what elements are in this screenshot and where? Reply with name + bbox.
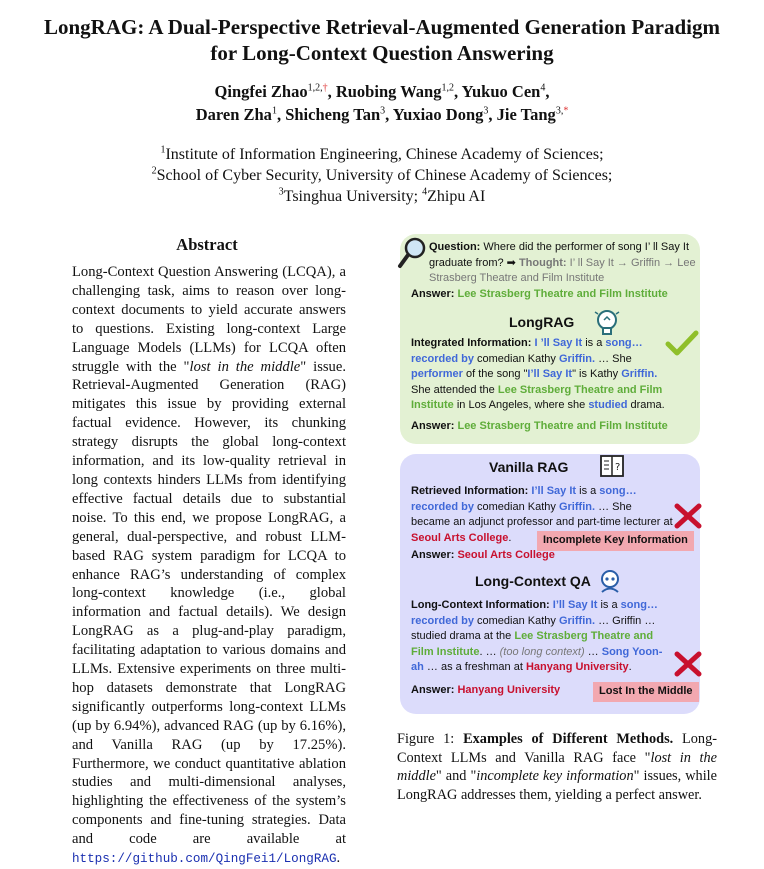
book-icon [599, 454, 625, 478]
cross-icon [673, 650, 703, 678]
longrag-title: LongRAG [509, 314, 575, 330]
vanilla-answer: Answer: Seoul Arts College [411, 549, 555, 561]
figure-1 [397, 232, 707, 722]
author-sup: 3,* [555, 105, 569, 117]
author-sup: 4 [540, 82, 546, 94]
lightbulb-icon [593, 308, 621, 338]
lcqa-title: Long-Context QA [475, 573, 591, 589]
robot-icon [597, 568, 623, 594]
figure-caption: Figure 1: Examples of Different Methods. Long-Context LLMs and Vanilla RAG face "lost in the middle" and "incomplete key information" issues, while LongRAG addresses them, yielding a perfect answer. [397, 731, 717, 804]
magnifier-icon [397, 236, 427, 270]
incomplete-info-tag: Incomplete Key Information [537, 531, 694, 551]
checkmark-icon [665, 330, 699, 358]
paper-title [0, 14, 764, 66]
title-line-2: for Long-Context Question Answering [210, 41, 554, 65]
affiliation: School of Cyber Security, University of Chinese Academy of Sciences; [156, 167, 613, 184]
longrag-answer: Answer: Lee Strasberg Theatre and Film Institute [411, 420, 668, 432]
lcqa-answer: Answer: Hanyang University [411, 684, 561, 696]
lost-in-middle-tag: Lost In the Middle [593, 682, 699, 702]
author-sup: 3 [483, 105, 489, 117]
author-name: Jie Tang [496, 105, 556, 124]
long-context-information: Long-Context Information: I’ll Say It is a song… recorded by comedian Kathy Griffin. … Griffin … studied drama at the Lee Strasberg Theatre and Film Institute. … (too long context) … Song Yoon-ah … as a freshman at Hanyang University. [411, 599, 663, 673]
vanilla-rag-title: Vanilla RAG [489, 459, 569, 475]
abstract-heading: Abstract [176, 235, 238, 254]
author-sup: 1,2 [441, 82, 454, 94]
svg-text:?: ? [615, 462, 621, 473]
affiliations: $^1$Institute of Information Engineering, Chinese Academy of Sciences; $^2$School of Cyber Security, University of Chinese Academy of Sciences; $^3$Tsinghua University; $^4$Zhipu AI [151, 144, 613, 205]
code-link[interactable]: https://github.com/QingFei1/LongRAG [72, 852, 337, 867]
author-sup: 3 [380, 105, 386, 117]
abstract-body: Long-Context Question Answering (LCQA), a challenging task, aims to reason over long-context documents to yield accurate answers to questions. Existing long-context Large Language Models (LLMs) for LCQA often struggle with the "lost in the middle" issue. Retrieval-Augmented Generation (RAG) mitigates this issue by providing external factual evidence. However, its chunking strategy disrupts the global long-context information, and its low-quality retrieval in long contexts hinders LLMs from identifying effective factual details due to substantial noise. To this end, we propose LongRAG, a general, dual-perspective, and robust LLM-based RAG system paradigm for LCQA to enhance RAG’s understanding of complex long-context knowledge (i.e., global information and factual details). We design LongRAG as a plug-and-play paradigm, facilitating adaptation to various domains and LLMs. Extensive experiments on three multi-hop datasets demonstrate that LongRAG significantly outperforms long-context LLMs (up by 6.94%), advanced RAG (up by 6.16%), and Vanilla RAG (up by 17.25%). Furthermore, we conduct quantitative ablation studies and multi-dimensional analyses, highlighting the effectiveness of the system’s components and fine-tuning strategies. Data and code are available at https://github.com/QingFei1/LongRAG. [72, 264, 346, 867]
author-name: Yukuo Cen [461, 82, 541, 101]
affiliation: Institute of Information Engineering, Chinese Academy of Sciences; [165, 146, 604, 163]
author-name: Yuxiao Dong [392, 105, 484, 124]
retrieved-information: Retrieved Information: I’ll Say It is a song…recorded by comedian Kathy Griffin. … She became an adjunct professor and part-time lecturer at Seoul Arts College. [411, 485, 673, 544]
author-name: Daren Zha [195, 105, 272, 124]
question-answer: Answer: Lee Strasberg Theatre and Film Institute [411, 288, 668, 300]
title-line-1: LongRAG: A Dual-Perspective Retrieval-Augmented Generation Paradigm [44, 15, 720, 39]
author-sup: 1 [271, 105, 277, 117]
author-sup: 1,2,† [307, 82, 328, 94]
integrated-information: Integrated Information: I ’ll Say It is a song… recorded by comedian Kathy Griffin. … She performer of the song "I’ll Say It" is Kathy Griffin. She attended the Lee Strasberg Theatre and Film Institute in Los Angeles, where she studied drama. [411, 337, 665, 411]
author-name: Ruobing Wang [335, 82, 442, 101]
affiliation: Zhipu AI [427, 188, 486, 205]
question-block: Question: Where did the performer of song I’ ll Say It graduate from? ➡ Thought: I’ ll Say It → Griffin → Lee Strasberg Theatre and Film Institute [429, 241, 696, 284]
author-name: Shicheng Tan [285, 105, 381, 124]
affiliation: Tsinghua University; [283, 188, 423, 205]
cross-icon [673, 502, 703, 530]
author-list: Qingfei Zhao$^{1,2,\dagger}$, Ruobing Wang$^{1,2}$, Yukuo Cen$^4$, Daren Zha$^1$, Shicheng Tan$^3$, Yuxiao Dong$^3$, Jie Tang$^{3,*}$ [195, 82, 569, 124]
author-name: Qingfei Zhao [214, 82, 308, 101]
